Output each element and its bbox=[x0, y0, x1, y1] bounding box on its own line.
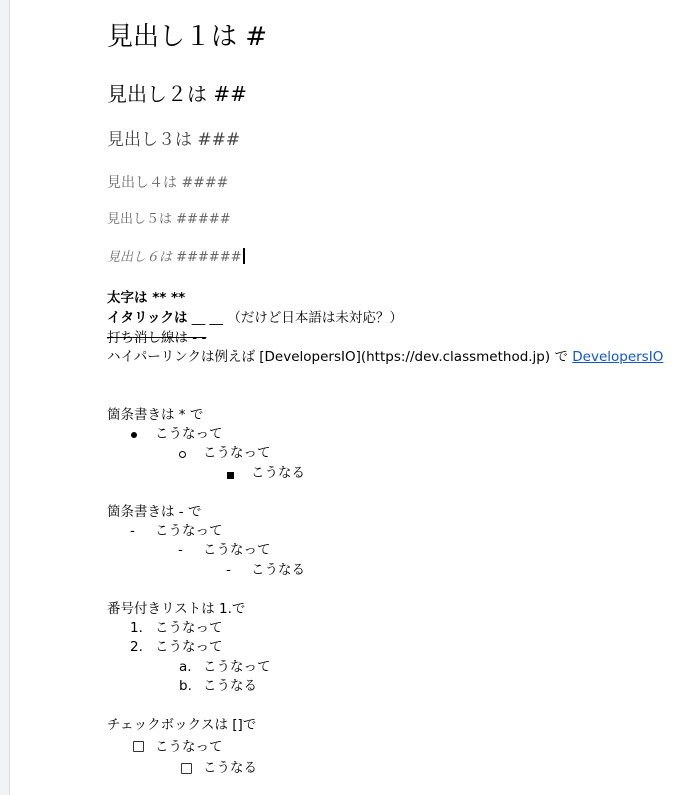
dash-marker: - bbox=[130, 523, 135, 539]
list-item: こうなる bbox=[251, 465, 305, 481]
hyperlink-description: ハイパーリンクは例えば [DevelopersIO](https://dev.classmethod.jp) で bbox=[107, 349, 568, 365]
list-item: こうなって bbox=[155, 426, 223, 442]
checklist-item: こうなって bbox=[155, 739, 223, 755]
italic-line bbox=[107, 312, 403, 326]
list-item: こうなって bbox=[203, 445, 271, 461]
list-item: こうなって bbox=[155, 523, 223, 539]
list-item: こうなる bbox=[203, 678, 257, 694]
list-item: こうなる bbox=[251, 562, 305, 578]
number-marker: 2. bbox=[130, 639, 143, 655]
bold-line: 太字は ** ** bbox=[107, 290, 186, 306]
developersio-link[interactable]: DevelopersIO bbox=[572, 349, 664, 365]
text-cursor bbox=[243, 248, 245, 264]
bullet-dash-title: 箇条書きは - で bbox=[107, 504, 202, 520]
list-item: こうなって bbox=[203, 659, 271, 675]
heading-2: 見出し２は ## bbox=[107, 82, 247, 106]
bullet-square-icon bbox=[227, 472, 234, 479]
checkbox-title: チェックボックスは []で bbox=[107, 717, 257, 733]
hyperlink-line bbox=[107, 351, 663, 365]
list-item: こうなって bbox=[155, 620, 223, 636]
list-item: こうなって bbox=[155, 639, 223, 655]
checklist-item: こうなる bbox=[203, 760, 257, 776]
list-item: こうなって bbox=[203, 542, 271, 558]
dash-marker: - bbox=[226, 562, 231, 578]
number-marker: 1. bbox=[130, 620, 143, 636]
italic-marks: __ __ bbox=[191, 310, 224, 326]
heading-5: 見出し５は ##### bbox=[107, 212, 231, 227]
letter-marker: b. bbox=[179, 678, 192, 694]
italic-note: （だけど日本語は未対応？） bbox=[227, 310, 403, 326]
bullet-disc-icon bbox=[131, 432, 137, 438]
letter-marker: a. bbox=[179, 659, 192, 675]
bullet-circle-icon bbox=[179, 451, 186, 458]
numbered-title: 番号付きリストは 1.で bbox=[107, 601, 246, 617]
heading-4: 見出し４は #### bbox=[107, 175, 229, 191]
heading-6-text: 見出し６は ###### bbox=[107, 250, 242, 265]
heading-3: 見出し３は ### bbox=[107, 130, 241, 150]
checkbox[interactable] bbox=[133, 741, 144, 752]
dash-marker: - bbox=[178, 542, 183, 558]
heading-6 bbox=[107, 248, 245, 264]
checkbox[interactable] bbox=[181, 763, 192, 774]
italic-label: イタリックは bbox=[107, 310, 188, 326]
strike-line: 打ち消し線は - - bbox=[107, 330, 207, 346]
heading-1: 見出し１は # bbox=[107, 22, 268, 52]
bullet-star-title: 箇条書きは * で bbox=[107, 407, 204, 423]
